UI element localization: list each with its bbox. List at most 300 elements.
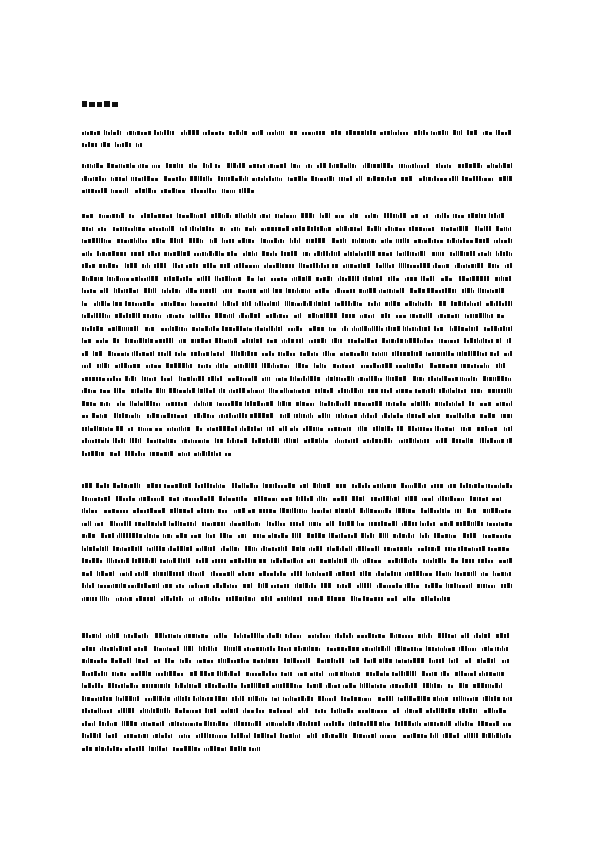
word-mark <box>82 496 110 501</box>
word-mark <box>455 509 461 513</box>
word-mark <box>132 351 154 356</box>
word-mark <box>307 683 322 688</box>
word-mark <box>331 130 341 135</box>
word-mark <box>232 483 258 488</box>
word-mark <box>360 683 386 688</box>
word-mark <box>470 496 488 501</box>
word-mark <box>125 451 145 456</box>
word-mark <box>231 227 240 231</box>
word-mark <box>248 509 255 513</box>
word-mark <box>278 351 295 356</box>
word-mark <box>386 376 406 381</box>
word-mark <box>388 558 417 563</box>
text-line-mark <box>82 321 512 333</box>
word-mark <box>82 142 97 147</box>
word-mark <box>125 376 136 381</box>
word-mark <box>225 453 231 456</box>
word-mark <box>489 213 504 218</box>
word-mark <box>362 646 390 651</box>
word-mark <box>205 683 237 688</box>
word-mark <box>384 546 412 551</box>
word-mark <box>360 571 371 576</box>
word-mark <box>474 633 490 638</box>
word-mark <box>357 521 364 526</box>
word-mark <box>336 226 362 231</box>
word-mark <box>459 708 477 713</box>
text-line <box>82 691 512 704</box>
word-mark <box>215 164 220 168</box>
word-mark <box>306 238 325 243</box>
word-mark <box>280 733 300 738</box>
word-mark <box>98 583 126 588</box>
text-line <box>82 433 512 446</box>
text-line-mark <box>82 233 512 245</box>
word-mark <box>486 301 512 306</box>
word-mark <box>191 534 201 538</box>
word-mark <box>221 708 238 713</box>
word-mark <box>197 276 210 281</box>
word-mark <box>106 733 117 738</box>
word-mark <box>129 214 134 218</box>
word-mark <box>258 583 268 588</box>
word-mark <box>192 326 219 331</box>
text-line <box>82 578 512 591</box>
word-mark <box>156 671 183 676</box>
word-mark <box>234 363 257 368</box>
word-mark <box>179 376 204 381</box>
word-mark <box>478 288 504 293</box>
word-mark <box>154 130 174 135</box>
word-mark <box>154 646 179 651</box>
word-mark <box>82 388 96 393</box>
word-mark <box>329 533 357 538</box>
word-mark <box>104 509 128 513</box>
word-mark <box>335 301 362 306</box>
word-mark <box>411 401 430 406</box>
word-mark <box>228 376 257 381</box>
word-mark <box>382 338 403 343</box>
word-mark <box>298 672 307 676</box>
word-mark <box>244 646 275 651</box>
word-mark <box>275 213 296 218</box>
word-mark <box>234 633 264 638</box>
word-mark <box>462 558 474 563</box>
word-mark <box>198 364 211 368</box>
word-mark <box>152 165 160 168</box>
word-mark <box>161 376 172 381</box>
text-line-mark <box>82 691 512 703</box>
word-mark <box>490 351 499 356</box>
text-line <box>82 333 512 346</box>
word-mark <box>314 301 330 306</box>
word-mark <box>97 363 109 368</box>
word-mark <box>281 251 297 256</box>
text-line-mark <box>82 528 512 540</box>
word-mark <box>475 226 491 231</box>
word-mark <box>273 288 282 293</box>
word-mark <box>436 571 451 576</box>
word-mark <box>429 658 444 663</box>
word-mark <box>260 288 269 293</box>
word-mark <box>114 388 125 393</box>
word-mark <box>300 483 308 488</box>
word-mark <box>190 671 197 676</box>
word-mark <box>82 188 107 193</box>
word-mark <box>194 251 224 256</box>
word-mark <box>82 683 103 688</box>
word-mark <box>335 438 358 443</box>
text-line-mark <box>82 653 512 665</box>
word-mark <box>259 559 266 563</box>
word-mark <box>414 130 428 135</box>
word-mark <box>168 546 192 551</box>
word-mark <box>471 389 482 393</box>
word-mark <box>82 571 92 576</box>
paragraph-4 <box>82 628 512 753</box>
word-mark <box>448 684 453 688</box>
word-mark <box>229 388 245 393</box>
word-mark <box>455 571 476 576</box>
word-mark <box>213 583 237 588</box>
word-mark <box>130 438 141 443</box>
word-mark <box>405 708 422 713</box>
word-mark <box>434 533 456 538</box>
word-mark <box>441 226 468 231</box>
word-mark <box>401 176 412 181</box>
word-mark <box>253 534 265 538</box>
word-mark <box>436 438 447 443</box>
text-line <box>82 653 512 666</box>
word-mark <box>195 483 225 488</box>
word-mark <box>82 163 103 168</box>
word-mark <box>496 338 501 343</box>
text-line-mark <box>82 641 512 653</box>
word-mark <box>473 683 502 688</box>
word-mark <box>194 451 221 456</box>
word-mark <box>144 533 159 538</box>
word-mark <box>82 313 110 318</box>
word-mark <box>203 163 212 168</box>
word-mark <box>352 326 383 331</box>
text-line <box>82 258 512 271</box>
word-mark <box>82 131 100 135</box>
word-mark <box>99 721 117 726</box>
word-mark <box>248 696 267 701</box>
word-mark <box>403 733 427 738</box>
word-mark <box>453 130 462 135</box>
word-mark <box>82 338 91 343</box>
title-line-2 <box>82 140 512 152</box>
word-mark <box>82 558 102 563</box>
word-mark <box>100 389 110 393</box>
word-mark <box>496 130 511 135</box>
word-mark <box>458 163 482 168</box>
word-mark <box>260 214 270 218</box>
word-mark <box>82 597 97 601</box>
word-mark <box>156 388 165 393</box>
word-mark <box>408 426 432 431</box>
word-mark <box>180 226 187 231</box>
text-line-mark <box>82 553 512 565</box>
word-mark <box>480 413 495 418</box>
word-mark <box>428 376 458 381</box>
word-mark <box>204 721 228 726</box>
word-mark <box>111 658 131 663</box>
word-mark <box>399 163 429 168</box>
word-mark <box>276 377 287 381</box>
word-mark <box>147 483 161 488</box>
word-mark <box>160 558 176 563</box>
word-mark <box>359 288 376 293</box>
word-mark <box>161 326 187 331</box>
text-line <box>82 628 512 641</box>
word-mark <box>430 733 438 738</box>
word-mark <box>396 363 423 368</box>
word-mark <box>271 584 289 588</box>
word-mark <box>367 226 381 231</box>
word-mark <box>252 176 282 181</box>
word-mark <box>317 163 326 168</box>
word-mark <box>139 496 164 501</box>
word-mark <box>343 683 356 688</box>
word-mark <box>342 313 355 318</box>
word-mark <box>339 176 352 181</box>
word-mark <box>82 438 109 443</box>
word-mark <box>258 276 265 281</box>
word-mark <box>339 521 354 526</box>
word-mark <box>438 496 464 501</box>
word-mark <box>130 401 160 406</box>
word-mark <box>101 142 110 147</box>
word-mark <box>242 301 251 306</box>
word-mark <box>261 596 272 601</box>
word-mark <box>131 671 151 676</box>
word-mark <box>280 388 310 393</box>
word-mark <box>290 376 320 381</box>
word-mark <box>378 252 392 256</box>
text-line-mark <box>82 446 512 458</box>
word-mark <box>175 708 201 713</box>
word-mark <box>455 671 476 676</box>
word-mark <box>230 746 246 751</box>
word-mark <box>396 315 406 318</box>
text-line-mark <box>82 491 512 503</box>
word-mark <box>136 143 142 147</box>
word-mark <box>158 351 171 356</box>
word-mark <box>496 633 509 638</box>
word-mark <box>261 226 289 231</box>
title-line-2-mark <box>82 140 142 149</box>
word-mark <box>280 508 307 513</box>
word-mark <box>363 438 392 443</box>
word-mark <box>323 351 335 356</box>
word-mark <box>284 438 298 443</box>
word-mark <box>134 646 147 651</box>
word-mark <box>203 263 216 268</box>
word-mark <box>336 571 355 576</box>
word-mark <box>189 583 209 588</box>
word-mark <box>497 314 504 318</box>
word-mark <box>82 633 101 638</box>
word-mark <box>118 708 134 713</box>
word-mark <box>427 288 456 293</box>
word-mark <box>220 227 225 231</box>
word-mark <box>340 671 360 676</box>
word-mark <box>459 276 489 281</box>
word-mark <box>82 658 107 663</box>
text-line-mark <box>82 183 512 195</box>
word-mark <box>405 583 419 588</box>
word-mark <box>311 176 334 181</box>
text-line <box>82 171 512 184</box>
word-mark <box>116 696 139 701</box>
word-mark <box>422 496 433 501</box>
word-mark <box>443 733 459 738</box>
word-mark <box>309 522 321 526</box>
word-mark <box>371 496 399 501</box>
word-mark <box>308 633 330 638</box>
word-mark <box>182 439 209 443</box>
word-mark <box>356 546 379 551</box>
word-mark <box>395 721 421 726</box>
text-line <box>82 308 512 321</box>
word-mark <box>365 213 378 218</box>
word-mark <box>189 597 194 601</box>
word-mark <box>82 176 106 181</box>
word-mark <box>358 426 367 431</box>
word-mark <box>358 376 382 381</box>
word-mark <box>292 276 311 281</box>
text-line <box>82 358 512 371</box>
word-mark <box>294 313 301 318</box>
word-mark <box>315 388 333 393</box>
word-mark <box>367 176 396 181</box>
word-mark <box>440 521 453 526</box>
word-mark <box>268 163 286 168</box>
word-mark <box>296 363 308 368</box>
word-mark <box>215 276 241 281</box>
word-mark <box>82 546 108 551</box>
text-line-mark <box>82 728 512 740</box>
word-mark <box>446 413 475 418</box>
word-mark <box>332 264 338 268</box>
title-line-1-mark <box>82 128 512 137</box>
word-mark <box>281 497 292 501</box>
word-mark <box>467 508 476 513</box>
word-mark <box>203 130 224 135</box>
word-mark <box>395 646 422 651</box>
word-mark <box>459 683 468 688</box>
word-mark <box>372 352 387 356</box>
word-mark <box>271 558 303 563</box>
word-mark <box>413 376 424 381</box>
word-mark <box>167 314 184 318</box>
text-line-mark <box>82 591 512 603</box>
word-mark <box>215 438 223 443</box>
word-mark <box>122 721 137 726</box>
word-mark <box>405 277 417 281</box>
word-mark <box>267 339 277 343</box>
word-mark <box>269 708 292 713</box>
text-line <box>82 528 512 541</box>
word-mark <box>335 288 355 293</box>
word-mark <box>82 646 95 651</box>
word-mark <box>344 251 375 256</box>
word-mark <box>245 401 273 406</box>
word-mark <box>338 276 359 281</box>
word-mark <box>292 546 305 551</box>
word-mark <box>191 351 209 356</box>
word-mark <box>82 415 88 418</box>
word-mark <box>127 131 151 135</box>
word-mark <box>256 708 264 713</box>
word-mark <box>161 188 185 193</box>
word-mark <box>463 533 476 538</box>
word-mark <box>82 696 112 701</box>
word-mark <box>82 508 97 513</box>
word-mark <box>202 522 225 526</box>
word-mark <box>291 571 302 576</box>
word-mark <box>101 533 114 538</box>
word-mark <box>181 130 199 135</box>
text-line-mark <box>82 383 512 395</box>
word-mark <box>314 251 340 256</box>
word-mark <box>82 746 92 751</box>
word-mark <box>477 658 495 663</box>
word-mark <box>154 659 160 663</box>
word-mark <box>441 671 449 676</box>
text-line <box>82 421 512 434</box>
word-mark <box>336 484 346 488</box>
word-mark <box>397 251 425 256</box>
word-mark <box>82 301 87 306</box>
text-line-mark <box>82 271 512 283</box>
word-mark <box>337 583 351 588</box>
word-mark <box>163 534 172 538</box>
word-mark <box>247 276 254 281</box>
word-mark <box>285 301 312 306</box>
text-line <box>82 383 512 396</box>
word-mark <box>163 584 172 588</box>
word-mark <box>326 521 334 526</box>
paragraph-2 <box>82 208 512 458</box>
word-mark <box>478 721 499 726</box>
word-mark <box>386 326 400 331</box>
word-mark <box>97 571 114 576</box>
word-mark <box>503 723 511 726</box>
word-mark <box>112 672 126 676</box>
word-mark <box>290 238 300 243</box>
text-line-mark <box>82 503 512 515</box>
word-mark <box>196 558 208 563</box>
word-mark <box>457 351 487 356</box>
word-mark <box>396 389 412 393</box>
word-mark <box>189 238 203 243</box>
word-mark <box>281 672 292 676</box>
word-mark <box>318 413 330 418</box>
word-mark <box>310 671 323 676</box>
word-mark <box>219 388 225 393</box>
word-mark <box>451 558 458 563</box>
word-mark <box>125 263 137 268</box>
word-mark <box>423 214 428 218</box>
word-mark <box>405 496 417 501</box>
word-mark <box>263 483 295 488</box>
word-mark <box>450 326 478 331</box>
word-mark <box>254 733 276 738</box>
word-mark <box>133 508 165 513</box>
word-mark <box>199 596 220 601</box>
